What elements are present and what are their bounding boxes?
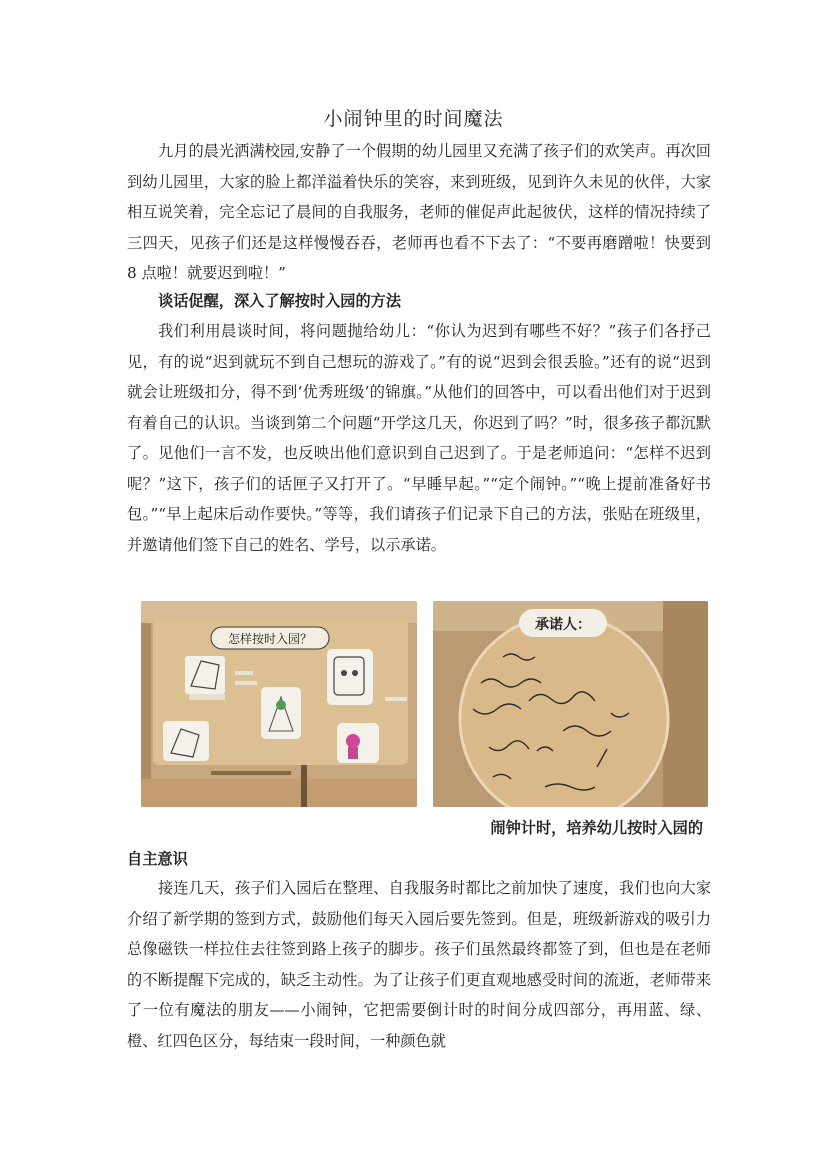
intro-paragraph: 九月的晨光洒满校园,安静了一个假期的幼儿园里又充满了孩子们的欢笑声。再次回到幼儿园里，大家的脸上都洋溢着快乐的笑容，来到班级，见到许久未见的伙伴，大家相互说笑着，完全忘记了晨间的自我服务，老师的催促声此起彼伏，这样的情况持续了三四天，见孩子们还是这样慢慢吞吞，老师再也看不下去了：“不要再磨蹭啦！快要到 8 点啦！就要迟到啦！”	[127, 142, 711, 282]
section1-heading: 谈话促醒，深入了解按时入园的方法	[158, 292, 401, 310]
left-sign-text: 怎样按时入园？	[227, 632, 313, 646]
section2-paragraph: 接连几天，孩子们入园后在整理、自我服务时都比之前加快了速度，我们也向大家介绍了新学期的签到方式，鼓励他们每天入园后要先签到。但是，班级新游戏的吸引力总像磁铁一样拉住去往签到路上孩子的脚步。孩子们虽然最终都签了到，但也是在老师的不断提醒下完成的，缺乏主动性。为了让孩子们更直观地感受时间的流逝，老师带来了一位有魔法的朋友——小闹钟，它把需要倒计时的时间分成四部分，再用蓝、绿、橙、红四色区分，每结束一段时间，一种颜色就	[127, 879, 711, 1050]
page-title: 小闹钟里的时间魔法	[323, 108, 504, 130]
photo-caption-heading-cont: 自主意识	[127, 850, 188, 868]
section1-paragraph: 我们利用晨谈时间，将问题抛给幼儿：“你认为迟到有哪些不好？”孩子们各抒己见，有的说“迟到就玩不到自己想玩的游戏了。”有的说“迟到会很丢脸。”还有的说“迟到就会让班级扣分，得不到‘优秀班级’的锦旗。”从他们的回答中，可以看出他们对于迟到有着自己的认识。当谈到第二个问题“开学这几天，你迟到了吗？”时，很多孩子都沉默了。见他们一言不发，也反映出他们意识到自己迟到了。于是老师追问：“怎样不迟到呢？”这下，孩子们的话匣子又打开了。“早睡早起。”“定个闹钟。”“晚上提前准备好书包。”“早上起床后动作要快。”等等，我们请孩子们记录下自己的方法，张贴在班级里，并邀请他们签下自己的姓名、学号，以示承诺。	[127, 322, 711, 554]
right-sign-text: 承诺人：	[535, 617, 591, 633]
photo-methods-board	[141, 601, 417, 807]
photo-caption-heading: 闹钟计时，培养幼儿按时入园的	[490, 819, 703, 837]
photo-promise-board	[433, 601, 708, 807]
